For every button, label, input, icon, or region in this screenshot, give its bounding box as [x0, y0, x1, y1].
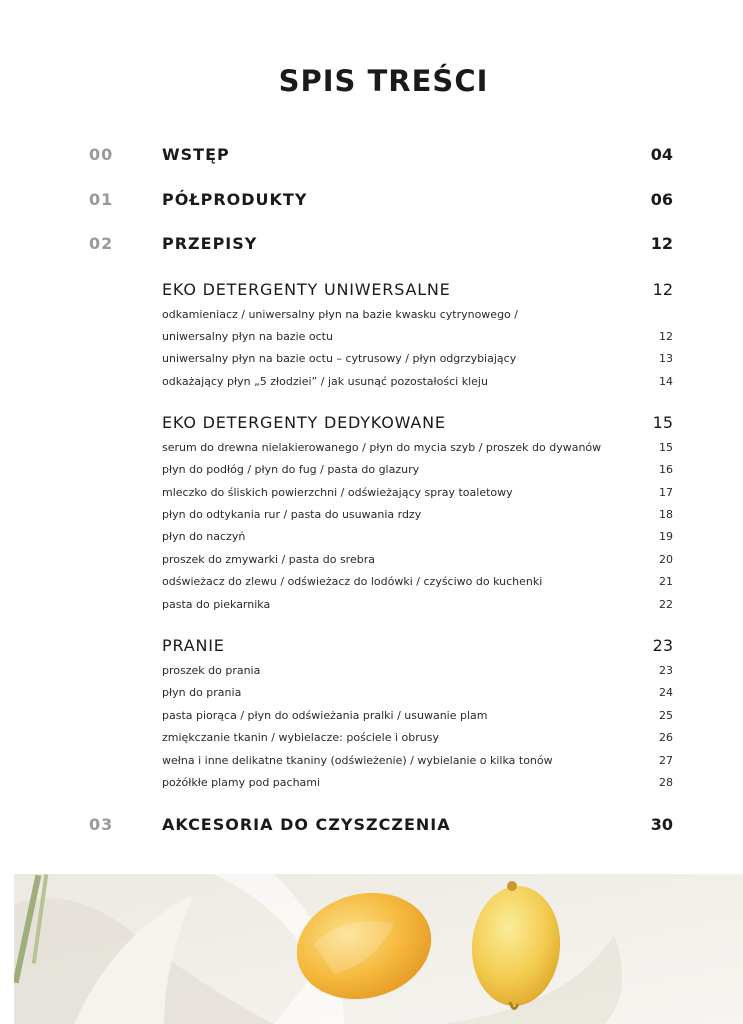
entry-page: 06 [650, 190, 673, 209]
entry-page: 30 [650, 815, 673, 834]
toc-item[interactable] [0, 530, 743, 554]
item-title: pożółkłe plamy pod pachami [162, 776, 321, 789]
toc-item[interactable] [0, 776, 743, 800]
item-title: proszek do prania [162, 664, 261, 677]
toc-item[interactable] [0, 553, 743, 577]
toc-item[interactable] [0, 352, 743, 376]
item-page: 28 [659, 776, 673, 789]
item-title: wełna i inne delikatne tkaniny (odświeżenie) / wybielanie o kilka tonów [162, 754, 553, 767]
item-title: mleczko do śliskich powierzchni / odświeżający spray toaletowy [162, 486, 513, 499]
toc-item[interactable] [0, 575, 743, 599]
entry-number: 03 [89, 815, 114, 834]
item-page: 19 [659, 530, 673, 543]
toc-item[interactable] [0, 686, 743, 710]
item-title: uniwersalny płyn na bazie octu – cytrusowy / płyn odgrzybiający [162, 352, 517, 365]
toc-section-dedykowane[interactable] [0, 413, 743, 437]
entry-title: WSTĘP [162, 145, 230, 164]
toc-item[interactable] [0, 598, 743, 622]
toc-item[interactable] [0, 664, 743, 688]
section-title: PRANIE [162, 636, 225, 655]
section-page: 15 [652, 413, 673, 432]
item-page: 14 [659, 375, 673, 388]
item-title: płyn do odtykania rur / pasta do usuwania rdzy [162, 508, 422, 521]
item-page: 16 [659, 463, 673, 476]
entry-number: 01 [89, 190, 114, 209]
item-page: 25 [659, 709, 673, 722]
entry-title: PÓŁPRODUKTY [162, 190, 308, 209]
toc-entry-wstep[interactable] [0, 145, 743, 169]
toc-item[interactable] [0, 463, 743, 487]
item-page: 24 [659, 686, 673, 699]
section-page: 23 [652, 636, 673, 655]
entry-number: 00 [89, 145, 114, 164]
item-title: pasta do piekarnika [162, 598, 271, 611]
section-page: 12 [652, 280, 673, 299]
item-page: 15 [659, 441, 673, 454]
item-title: płyn do naczyń [162, 530, 246, 543]
entry-number: 02 [89, 234, 114, 253]
item-title: płyn do prania [162, 686, 242, 699]
item-page: 20 [659, 553, 673, 566]
lemons-illustration [14, 874, 743, 1024]
item-page: 26 [659, 731, 673, 744]
entry-title: PRZEPISY [162, 234, 258, 253]
item-page: 17 [659, 486, 673, 499]
section-title: EKO DETERGENTY DEDYKOWANE [162, 413, 446, 432]
toc-item[interactable] [0, 486, 743, 510]
item-title: zmiękczanie tkanin / wybielacze: pościele i obrusy [162, 731, 440, 744]
item-page: 23 [659, 664, 673, 677]
item-title: pasta piorąca / płyn do odświeżania pralki / usuwanie plam [162, 709, 488, 722]
item-title: płyn do podłóg / płyn do fug / pasta do glazury [162, 463, 420, 476]
toc-item[interactable] [0, 330, 743, 354]
toc-section-pranie[interactable] [0, 636, 743, 660]
lemons-photo [14, 874, 743, 1024]
item-title: uniwersalny płyn na bazie octu [162, 330, 333, 343]
toc-item[interactable] [0, 709, 743, 733]
toc-entry-polprodukty[interactable] [0, 190, 743, 214]
entry-page: 04 [650, 145, 673, 164]
item-page: 21 [659, 575, 673, 588]
item-title: odkażający płyn „5 złodziei” / jak usunąć pozostałości kleju [162, 375, 488, 388]
item-page: 22 [659, 598, 673, 611]
item-title: proszek do zmywarki / pasta do srebra [162, 553, 375, 566]
item-page: 18 [659, 508, 673, 521]
toc-entry-akcesoria[interactable] [0, 815, 743, 839]
toc-item[interactable] [0, 375, 743, 399]
entry-title: AKCESORIA DO CZYSZCZENIA [162, 815, 451, 834]
toc-item[interactable] [0, 508, 743, 532]
item-title: serum do drewna nielakierowanego / płyn do mycia szyb / proszek do dywanów [162, 441, 602, 454]
toc-entry-przepisy[interactable] [0, 234, 743, 258]
section-title: EKO DETERGENTY UNIWERSALNE [162, 280, 451, 299]
toc-item[interactable] [0, 308, 743, 332]
entry-page: 12 [650, 234, 673, 253]
page-title: SPIS TREŚCI [278, 64, 489, 98]
item-page: 12 [659, 330, 673, 343]
item-title: odświeżacz do zlewu / odświeżacz do lodówki / czyściwo do kuchenki [162, 575, 543, 588]
item-page: 13 [659, 352, 673, 365]
item-page: 27 [659, 754, 673, 767]
toc-item[interactable] [0, 441, 743, 465]
toc-item[interactable] [0, 731, 743, 755]
toc-section-uniwersalne[interactable] [0, 280, 743, 304]
toc-item[interactable] [0, 754, 743, 778]
item-title: odkamieniacz / uniwersalny płyn na bazie kwasku cytrynowego / [162, 308, 518, 321]
